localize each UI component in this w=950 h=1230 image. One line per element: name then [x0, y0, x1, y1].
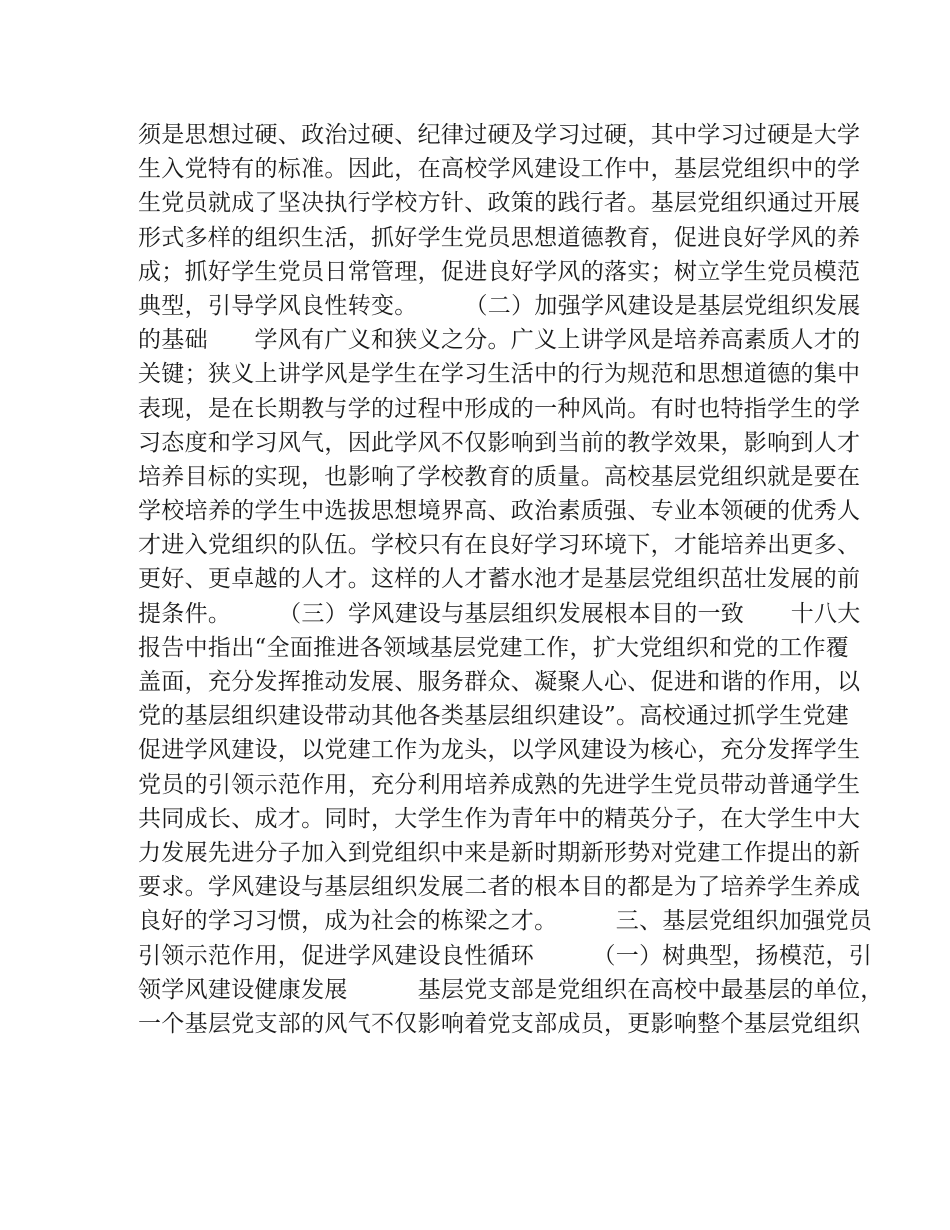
- text-line: 提条件。 （三）学风建设与基层组织发展根本目的一致 十八大: [138, 600, 861, 627]
- text-line: 力发展先进分子加入到党组织中来是新时期新形势对党建工作提出的新: [138, 839, 861, 866]
- text-line: 党的基层组织建设带动其他各类基层组织建设”。高校通过抓学生党建: [138, 703, 850, 730]
- text-line: 表现，是在长期教与学的过程中形成的一种风尚。有时也特指学生的学: [138, 395, 861, 422]
- text-line: 才进入党组织的队伍。学校只有在良好学习环境下，才能培养出更多、: [138, 532, 861, 559]
- text-line: 成；抓好学生党员日常管理，促进良好学风的落实；树立学生党员模范: [138, 258, 861, 285]
- text-line: 须是思想过硬、政治过硬、纪律过硬及学习过硬，其中学习过硬是大学: [138, 122, 861, 148]
- text-line: 生入党特有的标准。因此，在高校学风建设工作中，基层党组织中的学: [138, 156, 861, 183]
- text-line: 盖面，充分发挥推动发展、服务群众、凝聚人心、促进和谐的作用，以: [138, 669, 861, 695]
- text-line: 引领示范作用，促进学风建设良性循环 （一）树典型，扬模范，引: [138, 942, 873, 969]
- text-line: 形式多样的组织生活，抓好学生党员思想道德教育，促进良好学风的养: [138, 224, 861, 251]
- text-line: 领学风建设健康发展 基层党支部是党组织在高校中最基层的单位，: [138, 976, 884, 1003]
- text-line: 党员的引领示范作用，充分利用培养成熟的先进学生党员带动普通学生: [138, 771, 861, 798]
- text-line: 培养目标的实现，也影响了学校教育的质量。高校基层党组织就是要在: [138, 463, 861, 490]
- text-line: 更好、更卓越的人才。这样的人才蓄水池才是基层党组织茁壮发展的前: [138, 566, 861, 593]
- text-line: 一个基层党支部的风气不仅影响着党支部成员，更影响整个基层党组织: [138, 1010, 861, 1037]
- text-line: 报告中指出“全面推进各领域基层党建工作，扩大党组织和党的工作覆: [138, 634, 850, 661]
- text-line: 学校培养的学生中选拔思想境界高、政治素质强、专业本领硬的优秀人: [138, 498, 861, 525]
- text-line: 习态度和学习风气，因此学风不仅影响到当前的教学效果，影响到人才: [138, 429, 861, 456]
- text-line: 的基础 学风有广义和狭义之分。广义上讲学风是培养高素质人才的: [138, 327, 861, 354]
- text-line: 典型，引导学风良性转变。 （二）加强学风建设是基层党组织发展: [138, 292, 861, 319]
- text-line: 关键；狭义上讲学风是学生在学习生活中的行为规范和思想道德的集中: [138, 361, 861, 388]
- text-line: 要求。学风建设与基层组织发展二者的根本目的都是为了培养学生养成: [138, 874, 861, 901]
- text-line: 良好的学习习惯，成为社会的栋梁之才。 三、基层党组织加强党员: [138, 908, 873, 935]
- body-text: [138, 118, 884, 1041]
- text-line: 促进学风建设，以党建工作为龙头，以学风建设为核心，充分发挥学生: [138, 737, 861, 764]
- text-line: 生党员就成了坚决执行学校方针、政策的践行者。基层党组织通过开展: [138, 190, 861, 217]
- text-line: 共同成长、成才。同时，大学生作为青年中的精英分子，在大学生中大: [138, 805, 861, 832]
